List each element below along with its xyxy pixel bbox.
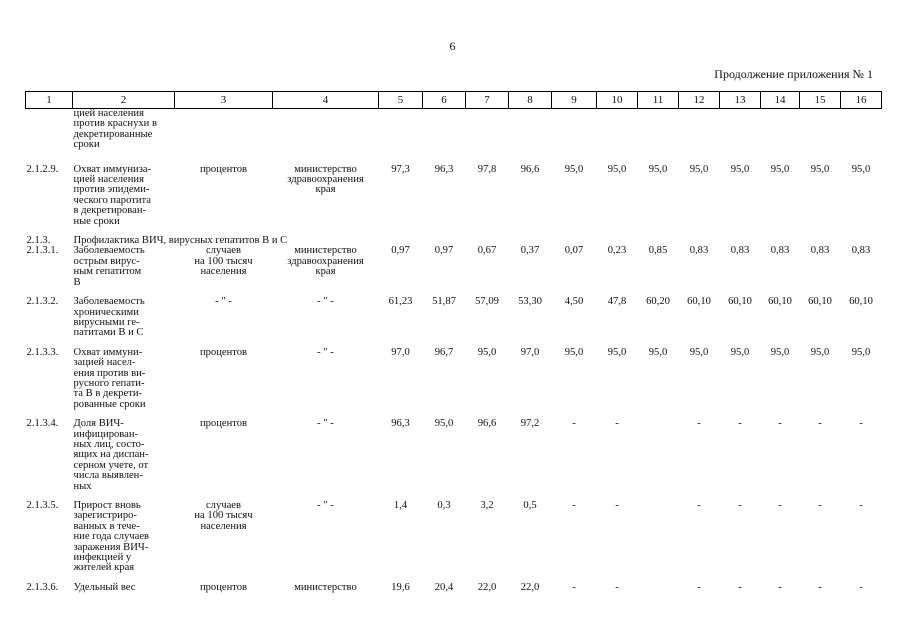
- indicator-name-line: ящих на диспан-: [73, 449, 149, 461]
- value-cell: 60,10: [728, 296, 752, 308]
- column-header: 12: [679, 92, 720, 109]
- indicator-name-line: рованные сроки: [73, 398, 146, 410]
- value-cell: 95,0: [689, 346, 709, 358]
- indicator-name-line: против эпидеми-: [73, 184, 150, 196]
- value-cell: 95,0: [730, 163, 750, 175]
- row-number: [26, 109, 73, 151]
- indicator-name-line: патитами В и С: [73, 327, 144, 339]
- value-cell: [597, 109, 638, 151]
- value-cell: 60,20: [646, 296, 670, 308]
- indicator-name-line: вирусными ге-: [73, 316, 140, 328]
- column-header: 2: [73, 92, 175, 109]
- value-cell: [761, 109, 800, 151]
- indicator-name-line: инфицирован-: [73, 428, 139, 440]
- value-cell: [379, 109, 423, 151]
- value-cell: 95,0: [564, 163, 584, 175]
- column-header: 15: [800, 92, 841, 109]
- value-cell: -: [697, 418, 701, 430]
- indicator-name: [73, 151, 175, 227]
- value-cell: 97,0: [391, 346, 410, 358]
- unit-of-measure: [175, 574, 273, 593]
- indicator-name-line: Удельный вес: [73, 581, 136, 593]
- column-header: 7: [466, 92, 509, 109]
- indicator-name-line: острым вирус-: [73, 255, 140, 267]
- indicator-name-line: Охват иммуни-: [73, 346, 143, 358]
- value-cell: 0,83: [851, 245, 871, 257]
- column-header: 5: [379, 92, 423, 109]
- column-header: 1: [26, 92, 73, 109]
- table-row: [26, 109, 882, 151]
- value-cell: 95,0: [851, 163, 871, 175]
- indicator-name-line: ванных в тече-: [73, 520, 140, 532]
- value-cell: 19,6: [391, 581, 410, 593]
- column-header: 3: [175, 92, 273, 109]
- value-cell: 95,0: [770, 346, 790, 358]
- unit-line: населения: [200, 520, 247, 532]
- value-cell: 95,0: [730, 346, 750, 358]
- responsible-body: [273, 492, 379, 574]
- value-cell: 3,2: [480, 500, 494, 511]
- value-cell: -: [818, 500, 822, 511]
- column-number-header-row: [26, 92, 882, 109]
- value-cell: -: [738, 581, 742, 593]
- unit-line: процентов: [199, 418, 248, 430]
- column-header: 11: [638, 92, 679, 109]
- value-cell: -: [778, 581, 782, 593]
- value-cell: 97,3: [391, 163, 410, 175]
- value-cell: 51,87: [432, 296, 456, 308]
- responsible-body: [273, 109, 379, 151]
- responsible-body: [273, 151, 379, 227]
- indicator-name-line: в декретирован-: [73, 205, 147, 217]
- indicator-name-line: Заболеваемость: [73, 296, 145, 308]
- responsible-line: края: [315, 266, 336, 278]
- value-cell: 0,83: [689, 245, 709, 257]
- responsible-body: [273, 574, 379, 593]
- value-cell: 95,0: [689, 163, 709, 175]
- indicator-name: [73, 109, 175, 151]
- indicator-name-line: декретированные: [73, 128, 153, 140]
- value-cell: 95,0: [648, 346, 668, 358]
- unit-of-measure: [175, 246, 273, 288]
- responsible-line: здравоохранения: [287, 255, 364, 267]
- indicator-name-line: числа выявлен-: [73, 470, 143, 482]
- indicator-name-line: ения против ви-: [73, 367, 146, 379]
- value-cell: 0,85: [648, 245, 668, 257]
- value-cell: 22,0: [477, 581, 497, 593]
- indicator-name-line: против краснухи в: [73, 118, 158, 130]
- value-cell: -: [778, 418, 782, 430]
- responsible-line: министерство: [294, 163, 357, 175]
- indicator-name-line: ние года случаев: [73, 531, 150, 543]
- value-cell: 96,3: [391, 418, 410, 430]
- unit-of-measure: [175, 492, 273, 574]
- unit-of-measure: [175, 410, 273, 492]
- value-cell: -: [818, 418, 822, 430]
- responsible-line: - " -: [317, 418, 334, 430]
- table-row: [26, 288, 882, 339]
- indicator-name-line: ные сроки: [73, 215, 120, 227]
- responsible-line: министерство: [294, 245, 357, 257]
- value-cell: [841, 109, 882, 151]
- value-cell: -: [859, 500, 863, 511]
- row-number: 2.1.2.9.: [26, 163, 59, 175]
- indicator-name-line: ным гепатитом: [73, 266, 142, 278]
- unit-line: населения: [200, 266, 247, 278]
- column-header: 8: [509, 92, 552, 109]
- value-cell: [638, 492, 679, 574]
- unit-line: на 100 тысяч: [194, 255, 253, 267]
- value-cell: 95,0: [564, 346, 584, 358]
- unit-line: случаев: [205, 500, 242, 511]
- value-cell: 0,83: [770, 245, 790, 257]
- value-cell: [423, 109, 466, 151]
- value-cell: -: [615, 418, 619, 430]
- value-cell: -: [615, 500, 619, 511]
- value-cell: 53,30: [518, 296, 542, 308]
- value-cell: 95,0: [810, 163, 830, 175]
- indicator-name-line: инфекцией у: [73, 552, 132, 564]
- unit-line: процентов: [199, 581, 248, 593]
- indicator-name-line: Охват иммуниза-: [73, 163, 152, 175]
- value-cell: [800, 109, 841, 151]
- value-cell: -: [818, 581, 822, 593]
- value-cell: -: [572, 500, 576, 511]
- value-cell: 0,83: [730, 245, 750, 257]
- value-cell: 95,0: [434, 418, 454, 430]
- indicators-table: [25, 91, 882, 593]
- value-cell: -: [572, 418, 576, 430]
- indicator-name: [73, 492, 175, 574]
- value-cell: 97,2: [520, 418, 540, 430]
- row-number: 2.1.3.: [26, 235, 51, 247]
- value-cell: 0,67: [477, 245, 497, 257]
- value-cell: 47,8: [607, 296, 627, 308]
- indicator-name-line: В: [73, 276, 81, 288]
- value-cell: 0,5: [523, 500, 537, 511]
- indicator-name-line: Прирост вновь: [73, 500, 141, 511]
- unit-line: случаев: [205, 245, 242, 257]
- row-number: 2.1.3.6.: [26, 581, 59, 593]
- value-cell: -: [697, 500, 701, 511]
- responsible-body: [273, 339, 379, 410]
- value-cell: [509, 109, 552, 151]
- indicator-name-line: хроническими: [73, 306, 139, 318]
- column-header: 9: [552, 92, 597, 109]
- value-cell: 61,23: [388, 296, 413, 308]
- value-cell: -: [778, 500, 782, 511]
- value-cell: 60,10: [687, 296, 711, 308]
- value-cell: [552, 109, 597, 151]
- indicator-name: [73, 574, 175, 593]
- indicator-name-line: Доля ВИЧ-: [73, 418, 124, 430]
- table-row: [26, 151, 882, 227]
- value-cell: 22,0: [520, 581, 540, 593]
- unit-of-measure: [175, 288, 273, 339]
- indicator-name: [73, 288, 175, 339]
- unit-line: процентов: [199, 346, 248, 358]
- section-row: [26, 227, 882, 246]
- row-number: 2.1.3.3.: [26, 346, 59, 358]
- column-header: 4: [273, 92, 379, 109]
- column-header: 16: [841, 92, 882, 109]
- responsible-body: [273, 246, 379, 288]
- value-cell: 0,97: [434, 245, 454, 257]
- unit-of-measure: [175, 109, 273, 151]
- column-header: 14: [761, 92, 800, 109]
- indicator-name-line: заражения ВИЧ-: [73, 541, 149, 553]
- table-row: [26, 339, 882, 410]
- section-title: Профилактика ВИЧ, вирусных гепатитов В и С: [73, 235, 288, 247]
- row-number: 2.1.3.5.: [26, 500, 59, 511]
- row-number: 2.1.3.4.: [26, 418, 59, 430]
- unit-line: - " -: [215, 296, 232, 308]
- appendix-continuation-label: Продолжение приложения № 1: [714, 67, 873, 81]
- column-header: 10: [597, 92, 638, 109]
- table-row: [26, 492, 882, 574]
- value-cell: [720, 109, 761, 151]
- column-header: 6: [423, 92, 466, 109]
- value-cell: 95,0: [607, 346, 627, 358]
- value-cell: [638, 109, 679, 151]
- responsible-line: - " -: [317, 346, 334, 358]
- value-cell: 60,10: [768, 296, 792, 308]
- value-cell: 60,10: [849, 296, 873, 308]
- value-cell: 60,10: [808, 296, 832, 308]
- unit-of-measure: [175, 339, 273, 410]
- indicator-name: [73, 246, 175, 288]
- indicator-name-line: русного гепати-: [73, 377, 145, 389]
- value-cell: -: [615, 581, 619, 593]
- indicator-name-line: ческого паротита: [73, 194, 152, 206]
- indicator-name-line: Заболеваемость: [73, 245, 145, 257]
- value-cell: 0,97: [391, 245, 410, 257]
- table-row: [26, 574, 882, 593]
- indicator-name-line: ных: [73, 480, 92, 492]
- table-row: [26, 246, 882, 288]
- value-cell: -: [859, 418, 863, 430]
- indicator-name-line: зацией насел-: [73, 357, 136, 369]
- value-cell: 95,0: [810, 346, 830, 358]
- value-cell: 95,0: [648, 163, 668, 175]
- indicator-name: [73, 339, 175, 410]
- value-cell: -: [572, 581, 576, 593]
- indicator-name-line: зарегистриро-: [73, 510, 137, 522]
- value-cell: -: [738, 500, 742, 511]
- value-cell: 0,83: [810, 245, 830, 257]
- value-cell: 95,0: [477, 346, 497, 358]
- value-cell: 96,6: [520, 163, 540, 175]
- value-cell: 95,0: [607, 163, 627, 175]
- responsible-line: края: [315, 184, 336, 196]
- value-cell: [679, 109, 720, 151]
- responsible-line: министерство: [294, 581, 357, 593]
- indicator-name-line: цией населения: [73, 108, 144, 119]
- value-cell: 4,50: [564, 296, 584, 308]
- row-number: 2.1.3.1.: [26, 245, 59, 257]
- indicator-name-line: жителей края: [73, 562, 135, 574]
- value-cell: 0,07: [564, 245, 584, 257]
- value-cell: 97,0: [520, 346, 540, 358]
- indicator-name-line: цией населения: [73, 174, 144, 186]
- indicator-name: [73, 410, 175, 492]
- value-cell: 95,0: [851, 346, 871, 358]
- value-cell: 96,7: [434, 346, 454, 358]
- value-cell: -: [738, 418, 742, 430]
- column-header: 13: [720, 92, 761, 109]
- indicator-name-line: сроки: [73, 139, 100, 151]
- value-cell: 0,3: [437, 500, 451, 511]
- unit-line: на 100 тысяч: [194, 510, 253, 522]
- value-cell: 57,09: [475, 296, 499, 308]
- value-cell: -: [859, 581, 863, 593]
- value-cell: 95,0: [770, 163, 790, 175]
- indicator-name-line: ных лиц, состо-: [73, 438, 145, 450]
- value-cell: [638, 410, 679, 492]
- value-cell: 0,37: [520, 245, 540, 257]
- row-number: 2.1.3.2.: [26, 296, 59, 308]
- indicators-table-body: [26, 109, 882, 594]
- value-cell: 0,23: [607, 245, 627, 257]
- responsible-body: [273, 410, 379, 492]
- value-cell: [466, 109, 509, 151]
- responsible-line: - " -: [317, 296, 334, 308]
- table-row: [26, 410, 882, 492]
- value-cell: 96,3: [434, 163, 454, 175]
- indicator-name-line: та В в декрети-: [73, 388, 143, 400]
- unit-line: процентов: [199, 163, 248, 175]
- value-cell: 96,6: [477, 418, 497, 430]
- value-cell: 20,4: [434, 581, 454, 593]
- responsible-body: [273, 288, 379, 339]
- indicator-name-line: серном учете, от: [73, 459, 149, 471]
- unit-of-measure: [175, 151, 273, 227]
- value-cell: 1,4: [393, 500, 408, 511]
- value-cell: [638, 574, 679, 593]
- page-number: 6: [449, 39, 456, 53]
- value-cell: -: [697, 581, 701, 593]
- responsible-line: здравоохранения: [287, 174, 364, 186]
- responsible-line: - " -: [317, 500, 334, 511]
- value-cell: 97,8: [477, 163, 497, 175]
